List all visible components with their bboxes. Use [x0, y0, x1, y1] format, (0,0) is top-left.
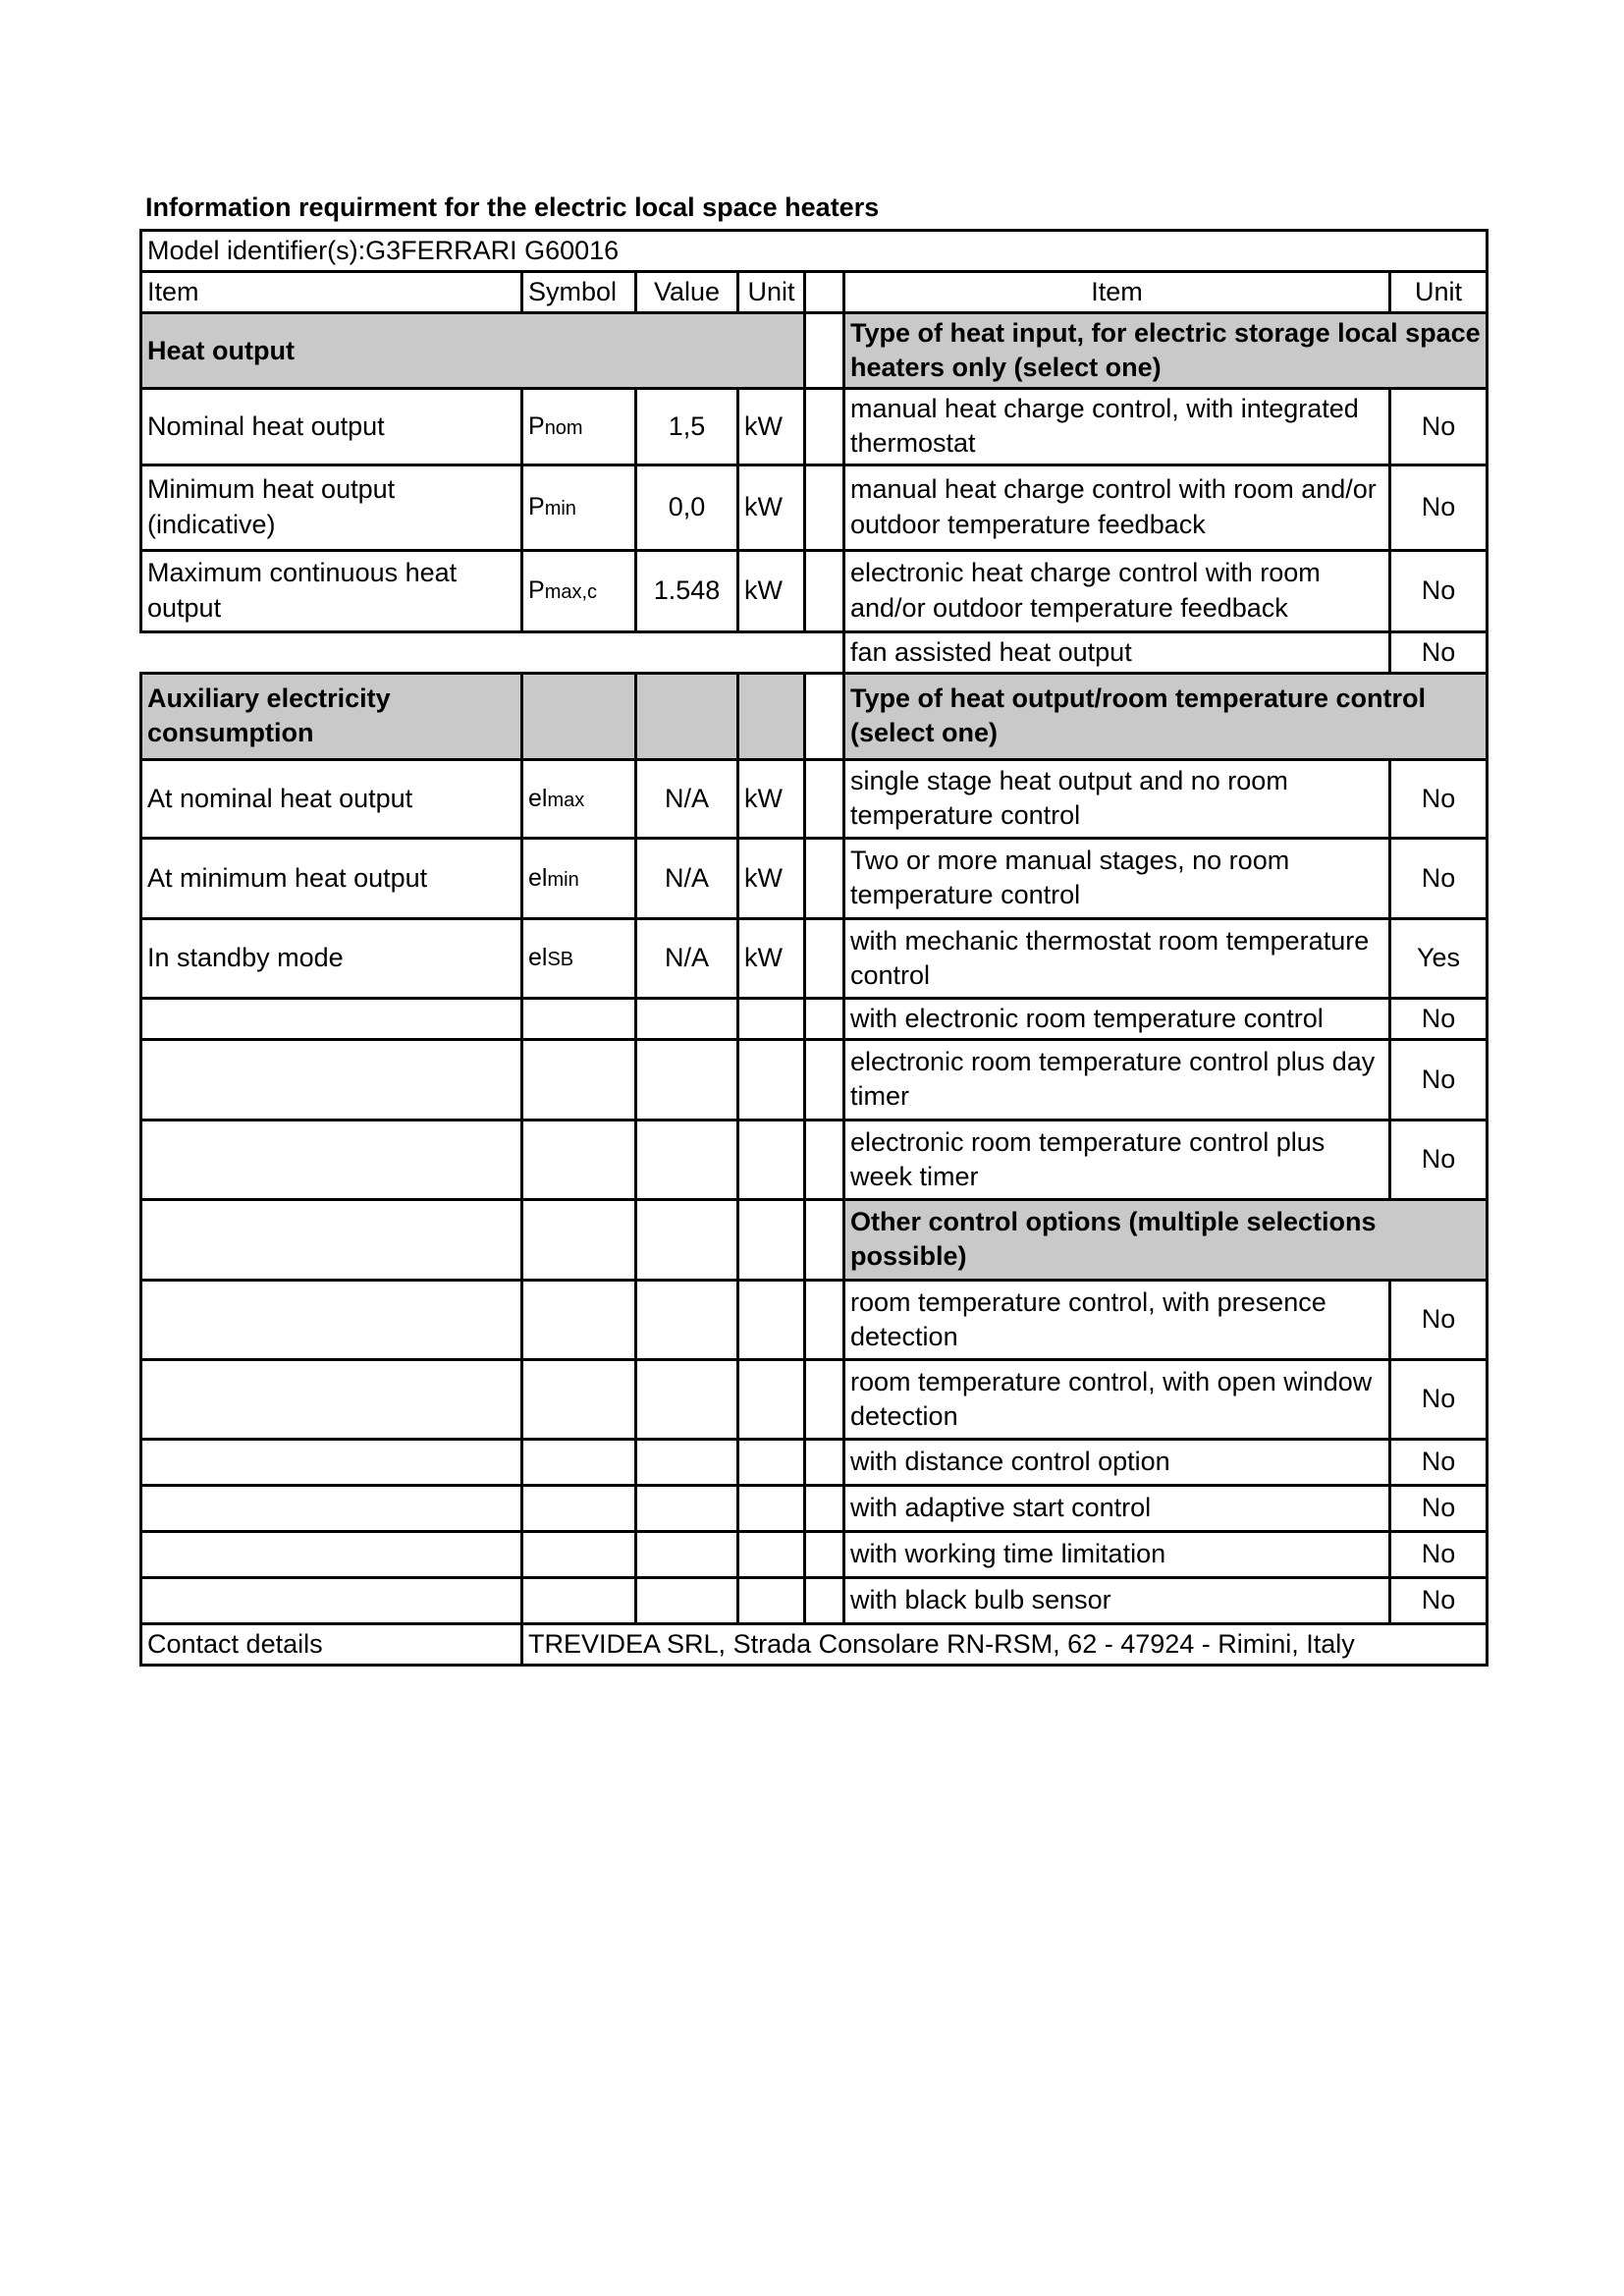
heat-input-item: manual heat charge control, with integrated thermostat	[844, 389, 1390, 465]
empty-cell	[522, 998, 636, 1039]
empty-cell	[141, 1039, 522, 1120]
empty-cell	[738, 1485, 805, 1531]
other-option-item: room temperature control, with presence detection	[844, 1280, 1390, 1359]
other-option-value: No	[1390, 1485, 1488, 1531]
spacer-cell	[805, 1120, 844, 1199]
other-option-item: with distance control option	[844, 1439, 1390, 1485]
control-type-value: No	[1390, 998, 1488, 1039]
section-heat-output: Heat output	[141, 313, 805, 389]
heat-output-value: 1,5	[636, 389, 738, 465]
spacer-cell	[805, 1439, 844, 1485]
other-option-item: room temperature control, with open window detection	[844, 1359, 1390, 1439]
spacer-cell	[805, 1577, 844, 1623]
aux-item: At minimum heat output	[141, 838, 522, 918]
section-heat-input: Type of heat input, for electric storage local space heaters only (select one)	[844, 313, 1488, 389]
spacer-cell	[805, 673, 844, 759]
header-symbol: Symbol	[522, 272, 636, 313]
heat-input-value: No	[1390, 631, 1488, 673]
aux-symbol: elmin	[522, 838, 636, 918]
aux-unit: kW	[738, 759, 805, 838]
control-type-value: No	[1390, 1039, 1488, 1120]
blank-gap	[141, 631, 844, 673]
control-type-value: No	[1390, 759, 1488, 838]
aux-header-value	[636, 673, 738, 759]
control-type-item: single stage heat output and no room temperature control	[844, 759, 1390, 838]
aux-value: N/A	[636, 918, 738, 998]
spacer-cell	[805, 272, 844, 313]
empty-cell	[141, 1199, 522, 1280]
section-other-options: Other control options (multiple selections possible)	[844, 1199, 1488, 1280]
empty-cell	[522, 1039, 636, 1120]
spacer-cell	[805, 998, 844, 1039]
heat-input-item: electronic heat charge control with room and/or outdoor temperature feedback	[844, 550, 1390, 631]
header-item: Item	[141, 272, 522, 313]
model-identifier: Model identifier(s):G3FERRARI G60016	[141, 231, 1488, 272]
empty-cell	[636, 1485, 738, 1531]
spacer-cell	[805, 313, 844, 389]
aux-header-symbol	[522, 673, 636, 759]
empty-cell	[738, 1120, 805, 1199]
empty-cell	[636, 1039, 738, 1120]
document-title: Information requirment for the electric local space heaters	[145, 192, 880, 222]
heat-output-value: 0,0	[636, 465, 738, 550]
empty-cell	[522, 1577, 636, 1623]
spacer-cell	[805, 389, 844, 465]
contact-value: TREVIDEA SRL, Strada Consolare RN-RSM, 62 - 47924 - Rimini, Italy	[522, 1623, 1488, 1665]
aux-unit: kW	[738, 918, 805, 998]
heat-output-symbol: Pmax,c	[522, 550, 636, 631]
spacer-cell	[805, 1039, 844, 1120]
empty-cell	[141, 1439, 522, 1485]
empty-cell	[522, 1120, 636, 1199]
empty-cell	[636, 1439, 738, 1485]
empty-cell	[636, 1531, 738, 1577]
heat-input-item: fan assisted heat output	[844, 631, 1390, 673]
empty-cell	[141, 998, 522, 1039]
empty-cell	[636, 998, 738, 1039]
other-option-item: with black bulb sensor	[844, 1577, 1390, 1623]
other-option-item: with working time limitation	[844, 1531, 1390, 1577]
empty-cell	[522, 1531, 636, 1577]
heat-output-item: Minimum heat output (indicative)	[141, 465, 522, 550]
aux-header-unit	[738, 673, 805, 759]
empty-cell	[522, 1439, 636, 1485]
spacer-cell	[805, 1359, 844, 1439]
other-option-value: No	[1390, 1359, 1488, 1439]
control-type-value: No	[1390, 838, 1488, 918]
aux-unit: kW	[738, 838, 805, 918]
heat-output-symbol: Pnom	[522, 389, 636, 465]
aux-symbol: elSB	[522, 918, 636, 998]
header-value: Value	[636, 272, 738, 313]
section-auxiliary: Auxiliary electricity consumption	[141, 673, 522, 759]
empty-cell	[636, 1120, 738, 1199]
empty-cell	[636, 1199, 738, 1280]
heat-output-item: Maximum continuous heat output	[141, 550, 522, 631]
empty-cell	[522, 1359, 636, 1439]
control-type-item: with mechanic thermostat room temperature control	[844, 918, 1390, 998]
other-option-item: with adaptive start control	[844, 1485, 1390, 1531]
empty-cell	[522, 1485, 636, 1531]
heat-output-unit: kW	[738, 465, 805, 550]
empty-cell	[738, 1531, 805, 1577]
empty-cell	[522, 1199, 636, 1280]
spacer-cell	[805, 1199, 844, 1280]
empty-cell	[636, 1577, 738, 1623]
empty-cell	[141, 1359, 522, 1439]
other-option-value: No	[1390, 1577, 1488, 1623]
empty-cell	[522, 1280, 636, 1359]
section-control-type: Type of heat output/room temperature control (select one)	[844, 673, 1488, 759]
heat-output-value: 1.548	[636, 550, 738, 631]
header-unit: Unit	[738, 272, 805, 313]
control-type-value: No	[1390, 1120, 1488, 1199]
empty-cell	[141, 1280, 522, 1359]
empty-cell	[738, 1039, 805, 1120]
control-type-value: Yes	[1390, 918, 1488, 998]
header-unit-right: Unit	[1390, 272, 1488, 313]
control-type-item: electronic room temperature control plus week timer	[844, 1120, 1390, 1199]
heat-input-item: manual heat charge control with room and/or outdoor temperature feedback	[844, 465, 1390, 550]
aux-item: In standby mode	[141, 918, 522, 998]
heat-output-item: Nominal heat output	[141, 389, 522, 465]
header-item-right: Item	[844, 272, 1390, 313]
empty-cell	[738, 1577, 805, 1623]
other-option-value: No	[1390, 1280, 1488, 1359]
empty-cell	[738, 1199, 805, 1280]
heat-input-value: No	[1390, 550, 1488, 631]
heat-output-unit: kW	[738, 389, 805, 465]
empty-cell	[738, 1280, 805, 1359]
spacer-cell	[805, 465, 844, 550]
heat-output-unit: kW	[738, 550, 805, 631]
empty-cell	[141, 1120, 522, 1199]
empty-cell	[738, 1439, 805, 1485]
other-option-value: No	[1390, 1439, 1488, 1485]
heat-input-value: No	[1390, 465, 1488, 550]
heat-output-symbol: Pmin	[522, 465, 636, 550]
spacer-cell	[805, 1485, 844, 1531]
other-option-value: No	[1390, 1531, 1488, 1577]
empty-cell	[738, 998, 805, 1039]
empty-cell	[141, 1485, 522, 1531]
aux-symbol: elmax	[522, 759, 636, 838]
heater-info-table	[139, 229, 1489, 1667]
empty-cell	[636, 1359, 738, 1439]
control-type-item: with electronic room temperature control	[844, 998, 1390, 1039]
spacer-cell	[805, 1531, 844, 1577]
empty-cell	[636, 1280, 738, 1359]
heat-input-value: No	[1390, 389, 1488, 465]
control-type-item: Two or more manual stages, no room temperature control	[844, 838, 1390, 918]
control-type-item: electronic room temperature control plus day timer	[844, 1039, 1390, 1120]
empty-cell	[141, 1531, 522, 1577]
spacer-cell	[805, 1280, 844, 1359]
empty-cell	[141, 1577, 522, 1623]
contact-label: Contact details	[141, 1623, 522, 1665]
spacer-cell	[805, 838, 844, 918]
empty-cell	[738, 1359, 805, 1439]
spacer-cell	[805, 759, 844, 838]
spacer-cell	[805, 550, 844, 631]
aux-item: At nominal heat output	[141, 759, 522, 838]
aux-value: N/A	[636, 838, 738, 918]
spacer-cell	[805, 918, 844, 998]
aux-value: N/A	[636, 759, 738, 838]
